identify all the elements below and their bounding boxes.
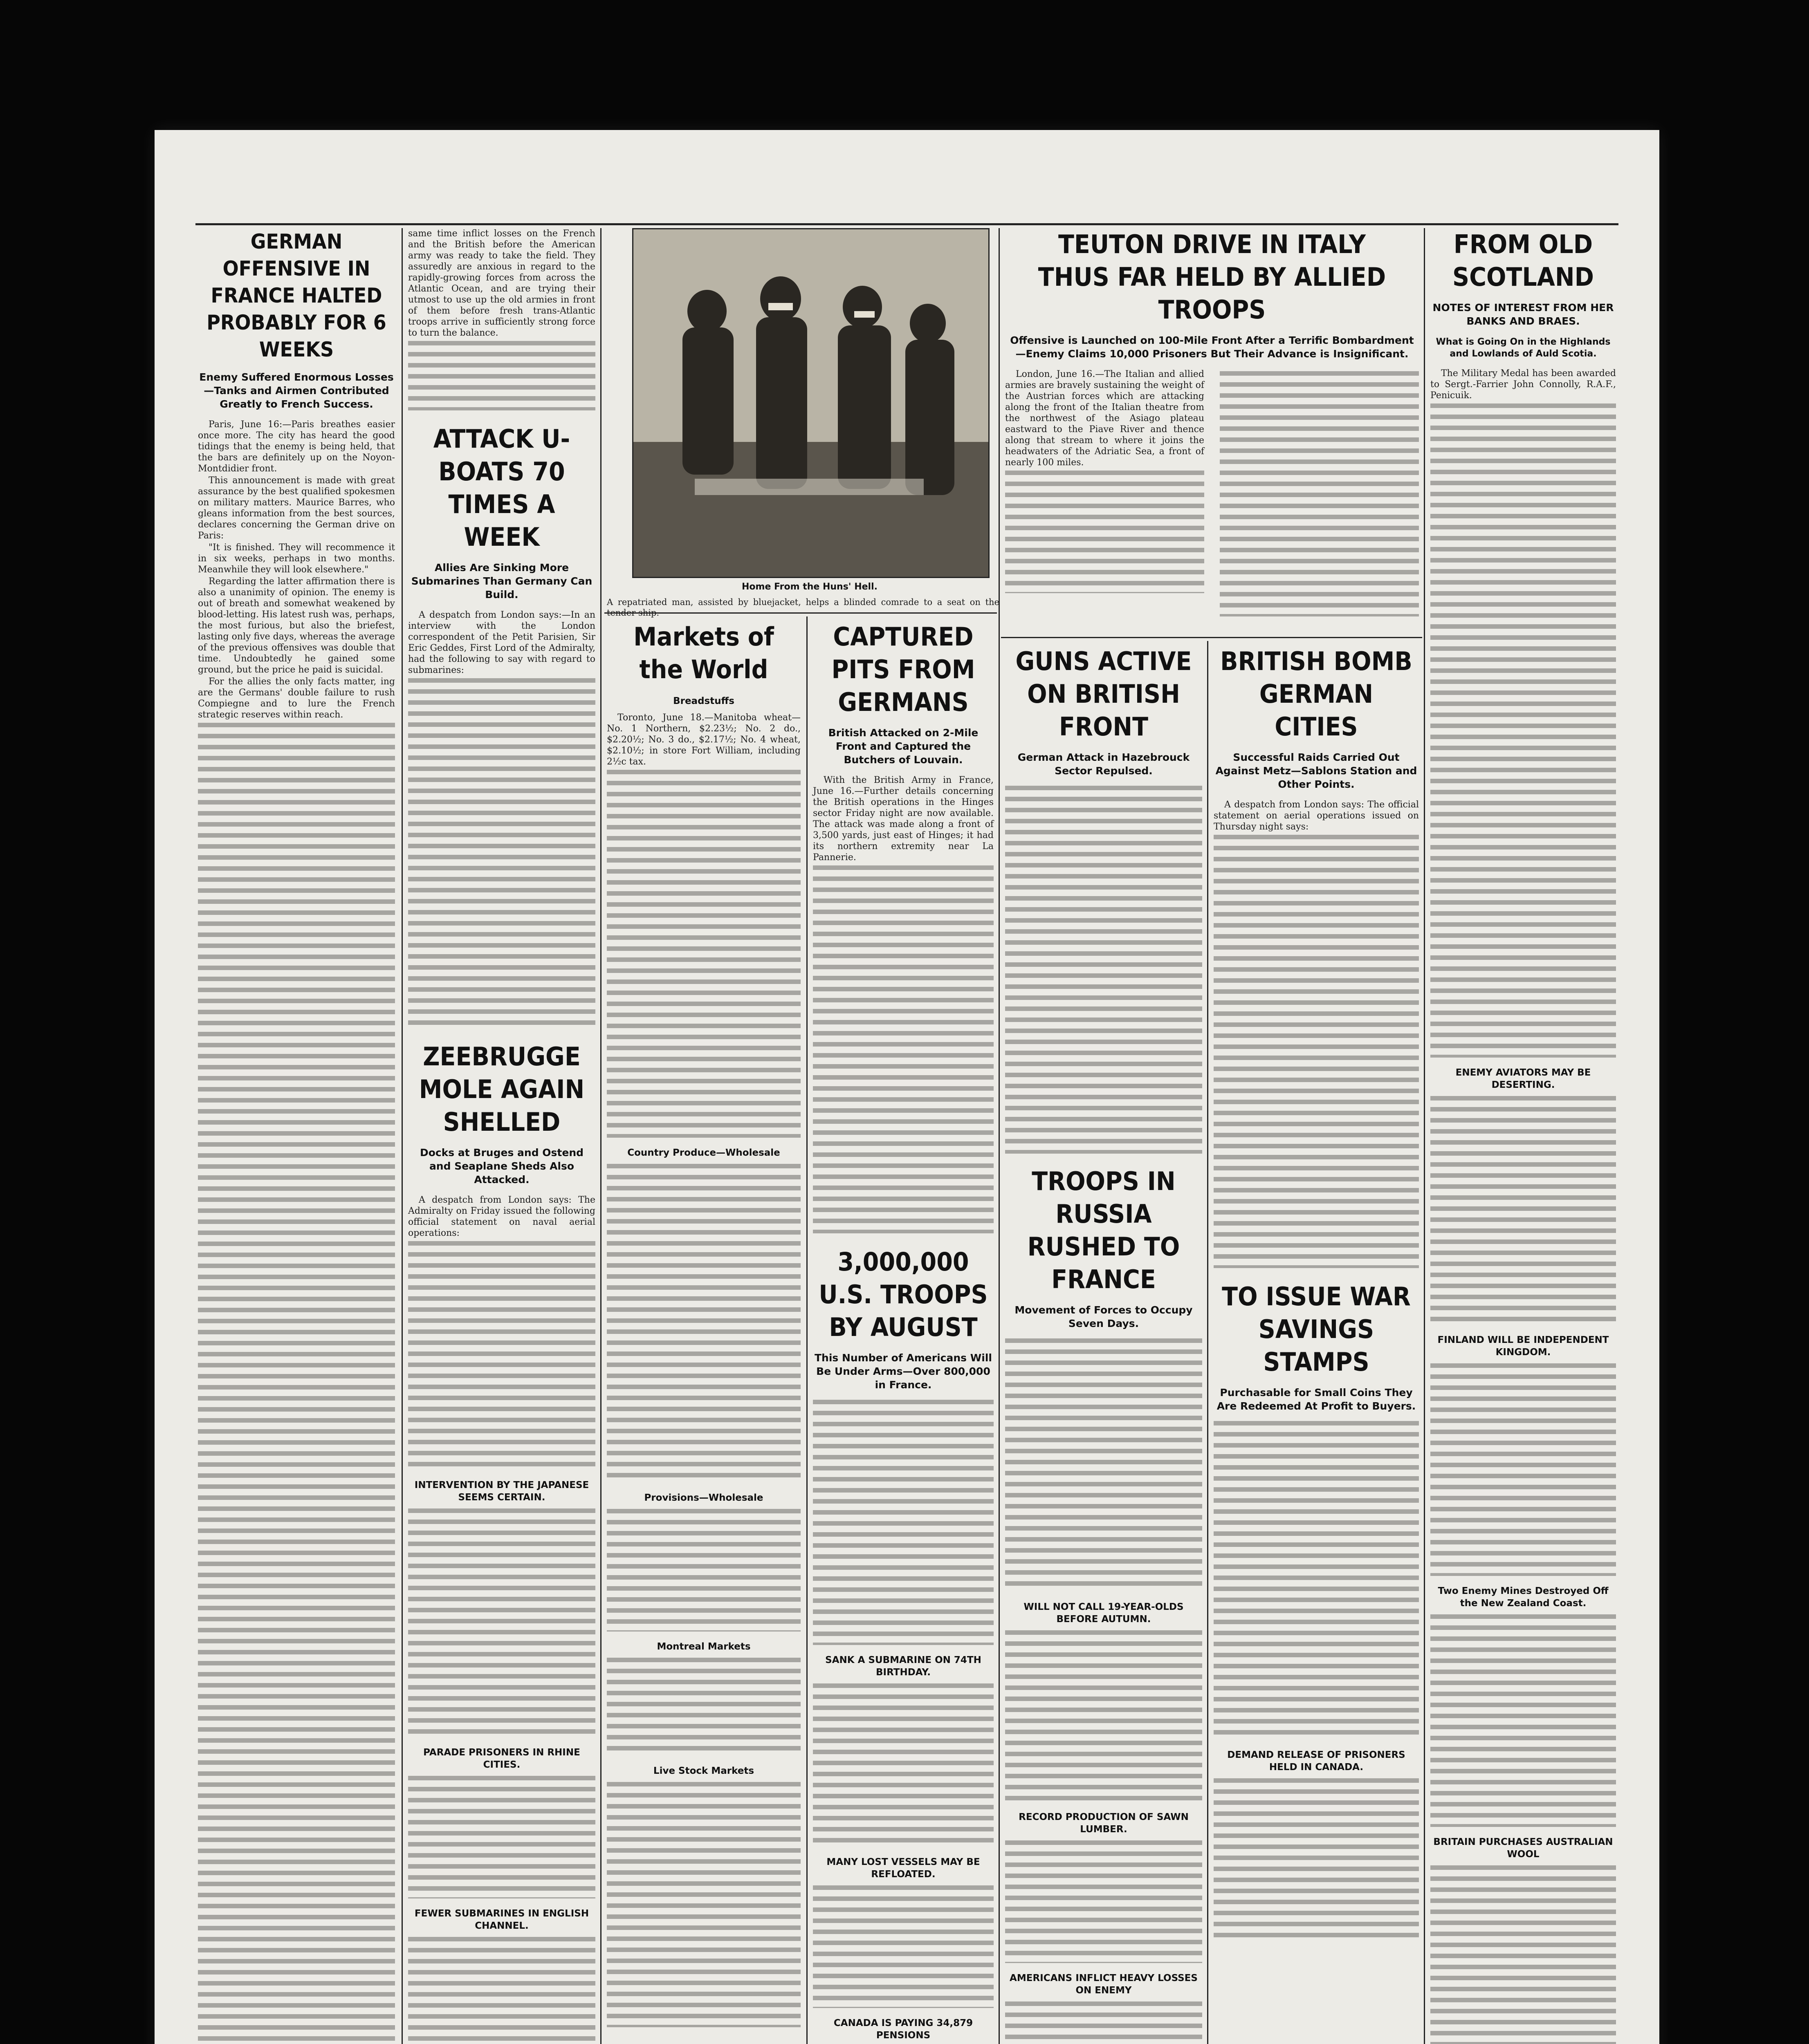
column-divider [402,228,403,2044]
subhead: FEWER SUBMARINES IN ENGLISH CHANNEL. [414,1908,589,1931]
column-guns-russia [1003,645,1205,2044]
paragraph: The Military Medal has been awarded to Sergt.-Farrier John Connolly, R.A.F., Penicuik. [1430,368,1616,401]
continued-text [607,770,801,1138]
continued-text [1430,403,1616,1058]
article-body [1005,369,1204,468]
continued-text [607,1658,801,1756]
subhead: AMERICANS INFLICT HEAVY LOSSES ON ENEMY [1010,1973,1198,1996]
deck-old-scotland: NOTES OF INTEREST FROM HER BANKS AND BRAES. [1432,302,1614,327]
headline-us-troops: 3,000,000 U.S. TROOPS BY AUGUST [819,1247,988,1342]
paragraph: A despatch from London says: The Admiralty on Friday issued the following official statement on naval aerial operations: [408,1195,595,1238]
subhead: Montreal Markets [657,1641,751,1652]
caption-body: A repatriated man, assisted by bluejacket, helps a blinded comrade to a seat on the tender ship. [607,597,999,618]
subhead: PARADE PRISONERS IN RHINE CITIES. [423,1747,580,1770]
headline-zeebrugge: ZEEBRUGGE MOLE AGAIN SHELLED [419,1042,585,1137]
deck-zeebrugge: Docks at Bruges and Ostend and Seaplane Sheds Also Attacked. [420,1147,584,1186]
paragraph: A despatch from London says:—In an interview with the London correspondent of the Petit Parisien, Sir Eric Geddes, First Lord of the Admiralty, had the following to say with regard to submarines: [408,610,595,675]
column-old-scotland [1428,228,1618,2044]
subhead: RECORD PRODUCTION OF SAWN LUMBER. [1019,1812,1189,1835]
subhead: FINLAND WILL BE INDEPENDENT KINGDOM. [1437,1335,1609,1358]
deck-teuton-drive: Offensive is Launched on 100-Mile Front After a Terrific Bombardment—Enemy Claims 10,000 Prisoners But Their Advance is Insignificant. [1010,334,1414,360]
continued-text [1430,1096,1616,1325]
continued-text [408,678,595,1030]
subhead: Country Produce—Wholesale [627,1148,780,1158]
subhead: Live Stock Markets [653,1766,754,1776]
paragraph: For the allies the only facts matter, ing are the Germans' double failure to rush Compiegne and to lure the French strategic reserves within reach. [198,677,395,720]
continued-text [408,1508,595,1737]
column-divider [1424,228,1425,2044]
column-divider [806,616,808,2044]
headline-troops-russia: TROOPS IN RUSSIA RUSHED TO FRANCE [1027,1166,1180,1294]
paragraph: With the British Army in France, June 16.—Further details concerning the British operations in the Hinges sector Friday night are now available. The attack was made along a front of 3,500 yards, just east of Hinges; it had its northern extremity near La Pannerie. [813,775,994,863]
continued-text [1214,1778,1419,1942]
continued-text [1430,1363,1616,1576]
column-divider [1207,641,1208,2044]
column-bomb-stamps [1211,645,1421,2044]
headline-attack-uboats: ATTACK U-BOATS 70 TIMES A WEEK [433,424,570,552]
article-body [1214,799,1419,832]
photo-caption [632,581,987,593]
paragraph: London, June 16.—The Italian and allied armies are bravely sustaining the weight of the Austrian forces which are attacking along the front of the Italian theatre from the northwest of the Asiago plateau eastward to the Piave River and thence along that stream to where it joins the headwaters of the Adriatic Sea, a front of nearly 100 miles. [1005,369,1204,468]
subhead: Provisions—Wholesale [644,1493,763,1503]
column-uboats-zeebrugge [406,228,598,2044]
subhead: Breadstuffs [673,696,734,706]
headline-guns-active: GUNS ACTIVE ON BRITISH FRONT [1015,646,1192,742]
continued-text [408,341,595,410]
headline-war-stamps: TO ISSUE WAR SAVINGS STAMPS [1222,1282,1411,1377]
paragraph: A despatch from London says: The official statement on aerial operations issued on Thursday night says: [1214,800,1419,832]
column-captured-pits [810,621,996,2044]
paragraph: "It is finished. They will recommence it in six weeks, perhaps in two months. Meanwhile they will look elsewhere." [198,542,395,575]
paragraph: Paris, June 16:—Paris breathes easier once more. The city has heard the good tidings that the enemy is being held, that the bars are definitely up on the Noyon-Montdidier front. [198,419,395,474]
subhead: CANADA IS PAYING 34,879 PENSIONS [833,2018,973,2041]
continued-text [813,1885,994,2008]
deck-us-troops: This Number of Americans Will Be Under Arms—Over 800,000 in France. [814,1352,992,1391]
subhead: INTERVENTION BY THE JAPANESE SEEMS CERTAIN. [414,1480,589,1503]
subhead: WILL NOT CALL 19-YEAR-OLDS BEFORE AUTUMN. [1023,1602,1184,1625]
continued-text [1005,786,1202,1154]
headline-british-bomb: BRITISH BOMB GERMAN CITIES [1220,646,1412,742]
article-body [198,419,395,720]
subhead: Two Enemy Mines Destroyed Off the New Zealand Coast. [1438,1586,1609,1609]
continued-text [1430,1865,1616,2044]
article-body [408,1195,595,1239]
continued-text [813,1683,994,1847]
article-body [1430,368,1616,401]
subhead: SANK A SUBMARINE ON 74TH BIRTHDAY. [825,1655,981,1678]
continued-text [1005,471,1204,593]
paragraph: This announcement is made with great assurance by the best qualified spokesmen on military matters. Maurice Barres, who gleans information from the best sources, declares concerning the German drive on Paris: [198,475,395,541]
continued-text [1005,2001,1202,2044]
deck-captured-pits: British Attacked on 2-Mile Front and Captured the Butchers of Louvain. [828,727,979,766]
continued-text [813,865,994,1233]
deck-german-offensive: Enemy Suffered Enormous Losses—Tanks and Airmen Contributed Greatly to French Success. [199,371,394,410]
top-rule [195,223,1618,225]
column-divider [999,228,1000,2044]
continued-text [408,1776,595,1898]
news-photograph [632,228,990,578]
deck-troops-russia: Movement of Forces to Occupy Seven Days. [1014,1304,1193,1329]
article-body [607,712,801,767]
deck-old-scotland-2: What is Going On in the Highlands and Lowlands of Auld Scotia. [1436,337,1611,359]
continued-article [408,228,595,338]
deck-war-stamps: Purchasable for Small Coins They Are Redeemed At Profit to Buyers. [1216,1387,1416,1412]
deck-british-bomb: Successful Raids Carried Out Against Metz—Sablons Station and Other Points. [1215,751,1417,790]
photo-figures [633,229,988,577]
deck-attack-uboats: Allies Are Sinking More Submarines Than Germany Can Build. [411,562,593,601]
article-teuton-drive [1003,228,1421,633]
continued-text [813,1400,994,1645]
newspaper-page [155,130,1659,2044]
continued-text [408,1241,595,1470]
continued-text [1005,1630,1202,1802]
continued-text [607,1164,801,1483]
column-markets [604,621,803,2044]
continued-text [198,723,395,2044]
continued-text [1214,1421,1419,1740]
continued-text [1214,835,1419,1268]
continued-text [408,1937,595,2044]
headline-teuton-drive: TEUTON DRIVE IN ITALY THUS FAR HELD BY ALLIED TROOPS [1038,229,1386,325]
article-body [813,775,994,863]
section-rule [1001,637,1422,638]
headline-captured-pits: CAPTURED PITS FROM GERMANS [831,622,975,717]
subhead: MANY LOST VESSELS MAY BE REFLOATED. [826,1857,980,1880]
headline-old-scotland: FROM OLD SCOTLAND [1452,229,1594,292]
deck-guns-active: German Attack in Hazebrouck Sector Repulsed. [1017,751,1190,777]
headline-german-offensive: GERMAN OFFENSIVE IN FRANCE HALTED PROBABLY FOR 6 WEEKS [206,230,386,361]
caption-title: Home From the Huns' Hell. [742,582,878,592]
article-body [408,610,595,676]
paragraph: same time inflict losses on the French and the British before the American army was ready to take the field. They assuredly are anxious in regard to the rapidly-growing forces from across the Atlantic Ocean, and are trying their utmost to use up the old armies in front of them before fresh trans-Atlantic troops arrive in sufficiently strong force to turn the balance. [408,229,595,338]
column-divider [600,228,602,2044]
continued-text [1005,1338,1202,1592]
paragraph: Toronto, June 18.—Manitoba wheat—No. 1 Northern, $2.23½; No. 2 do., $2.20½; No. 3 do., $2.17½; No. 4 wheat, $2.10½; in store Fort William, including 2½c tax. [607,713,801,767]
continued-text [1220,371,1419,616]
continued-text [1430,1614,1616,1827]
paragraph: Regarding the latter affirmation there is also a unanimity of opinion. The enemy is out of breath and somewhat weakened by blood-letting. His latest rush was, perhaps, the most furious, but also the briefest, lasting only five days, whereas the average of the previous offensives was double that time. Undoubtedly he gained some ground, but the price he paid is suicidal. [198,576,395,675]
continued-text [607,1782,801,2027]
headline-markets: Markets of the World [633,622,774,684]
subhead: DEMAND RELEASE OF PRISONERS HELD IN CANADA. [1227,1750,1405,1773]
continued-text [1005,1840,1202,1963]
subhead: ENEMY AVIATORS MAY BE DESERTING. [1455,1067,1591,1090]
subhead: BRITAIN PURCHASES AUSTRALIAN WOOL [1433,1837,1613,1860]
column-german-offensive [195,228,397,2044]
continued-text [607,1509,801,1632]
